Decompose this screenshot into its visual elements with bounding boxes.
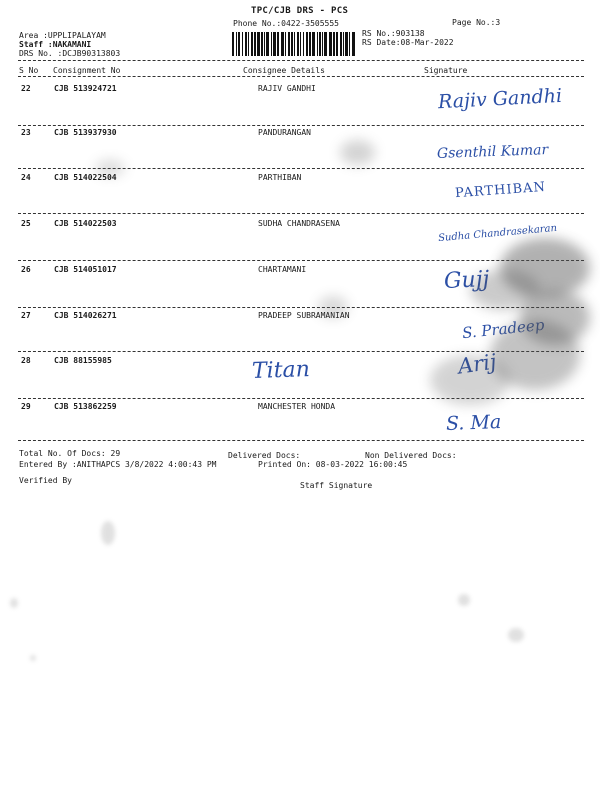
printed-on: Printed On: 08-03-2022 16:00:45 xyxy=(258,460,408,469)
area-label: Area :UPPLIPALAYAM xyxy=(19,31,106,40)
row-consignment-no: CJB 513862259 xyxy=(54,402,117,411)
staff-label: Staff :NAKAMANI xyxy=(19,40,92,49)
column-header-divider xyxy=(18,76,584,77)
row-divider xyxy=(18,125,584,126)
row-divider xyxy=(18,398,584,399)
row-consignment-no: CJB 88155985 xyxy=(54,356,112,365)
row-sno: 29 xyxy=(21,402,31,411)
document-title: TPC/CJB DRS - PCS xyxy=(251,6,349,16)
handwritten-note: Titan xyxy=(251,356,311,385)
handwritten-signature: Gujj xyxy=(443,266,491,295)
handwritten-signature: PARTHIBAN xyxy=(454,179,547,202)
row-consignment-no: CJB 513937930 xyxy=(54,128,117,137)
page-number: Page No.:3 xyxy=(452,18,501,27)
col-header-signature: Signature xyxy=(424,66,468,75)
handwritten-signature: Arij xyxy=(456,349,498,379)
row-consignee: SUDHA CHANDRASENA xyxy=(258,219,340,228)
row-sno: 25 xyxy=(21,219,31,228)
phone-number: Phone No.:0422-3505555 xyxy=(233,19,339,28)
row-divider xyxy=(18,260,584,261)
rs-date: RS Date:08-Mar-2022 xyxy=(362,38,454,47)
col-header-sno: S No xyxy=(19,66,39,75)
row-consignee: PRADEEP SUBRAMANIAN xyxy=(258,311,350,320)
handwritten-signature: Rajiv Gandhi xyxy=(437,84,563,114)
handwritten-signature: Sudha Chandrasekaran xyxy=(437,222,558,245)
handwritten-signature: S. Pradeep xyxy=(461,315,546,343)
row-sno: 28 xyxy=(21,356,31,365)
col-header-consignee: Consignee Details xyxy=(243,66,325,75)
rs-number: RS No.:903138 xyxy=(362,29,425,38)
row-consignment-no: CJB 514051017 xyxy=(54,265,117,274)
row-consignee: PANDURANGAN xyxy=(258,128,311,137)
row-consignee: MANCHESTER HONDA xyxy=(258,402,336,411)
row-sno: 22 xyxy=(21,84,31,93)
row-divider xyxy=(18,213,584,214)
total-docs: Total No. Of Docs: 29 xyxy=(19,449,121,458)
non-delivered-docs: Non Delivered Docs: xyxy=(365,451,457,460)
row-consignment-no: CJB 514026271 xyxy=(54,311,117,320)
entered-by: Entered By :ANITHAPCS 3/8/2022 4:00:43 PM xyxy=(19,460,217,469)
row-divider xyxy=(18,440,584,441)
drs-number: DRS No. :DCJB90313803 xyxy=(19,49,121,58)
col-header-consignment: Consignment No xyxy=(53,66,121,75)
row-consignment-no: CJB 513924721 xyxy=(54,84,117,93)
handwritten-signature: S. Ma xyxy=(445,411,502,435)
row-consignee: RAJIV GANDHI xyxy=(258,84,316,93)
verified-by: Verified By xyxy=(19,476,72,485)
row-consignment-no: CJB 514022503 xyxy=(54,219,117,228)
header-divider xyxy=(18,60,584,61)
row-sno: 26 xyxy=(21,265,31,274)
row-sno: 24 xyxy=(21,173,31,182)
delivered-docs: Delivered Docs: xyxy=(228,451,301,460)
row-consignment-no: CJB 514022504 xyxy=(54,173,117,182)
handwritten-signature: Gsenthil Kumar xyxy=(436,142,549,162)
row-consignee: PARTHIBAN xyxy=(258,173,302,182)
row-consignee: CHARTAMANI xyxy=(258,265,307,274)
barcode-image xyxy=(232,32,356,56)
staff-signature-label: Staff Signature xyxy=(300,481,373,490)
row-sno: 23 xyxy=(21,128,31,137)
row-sno: 27 xyxy=(21,311,31,320)
